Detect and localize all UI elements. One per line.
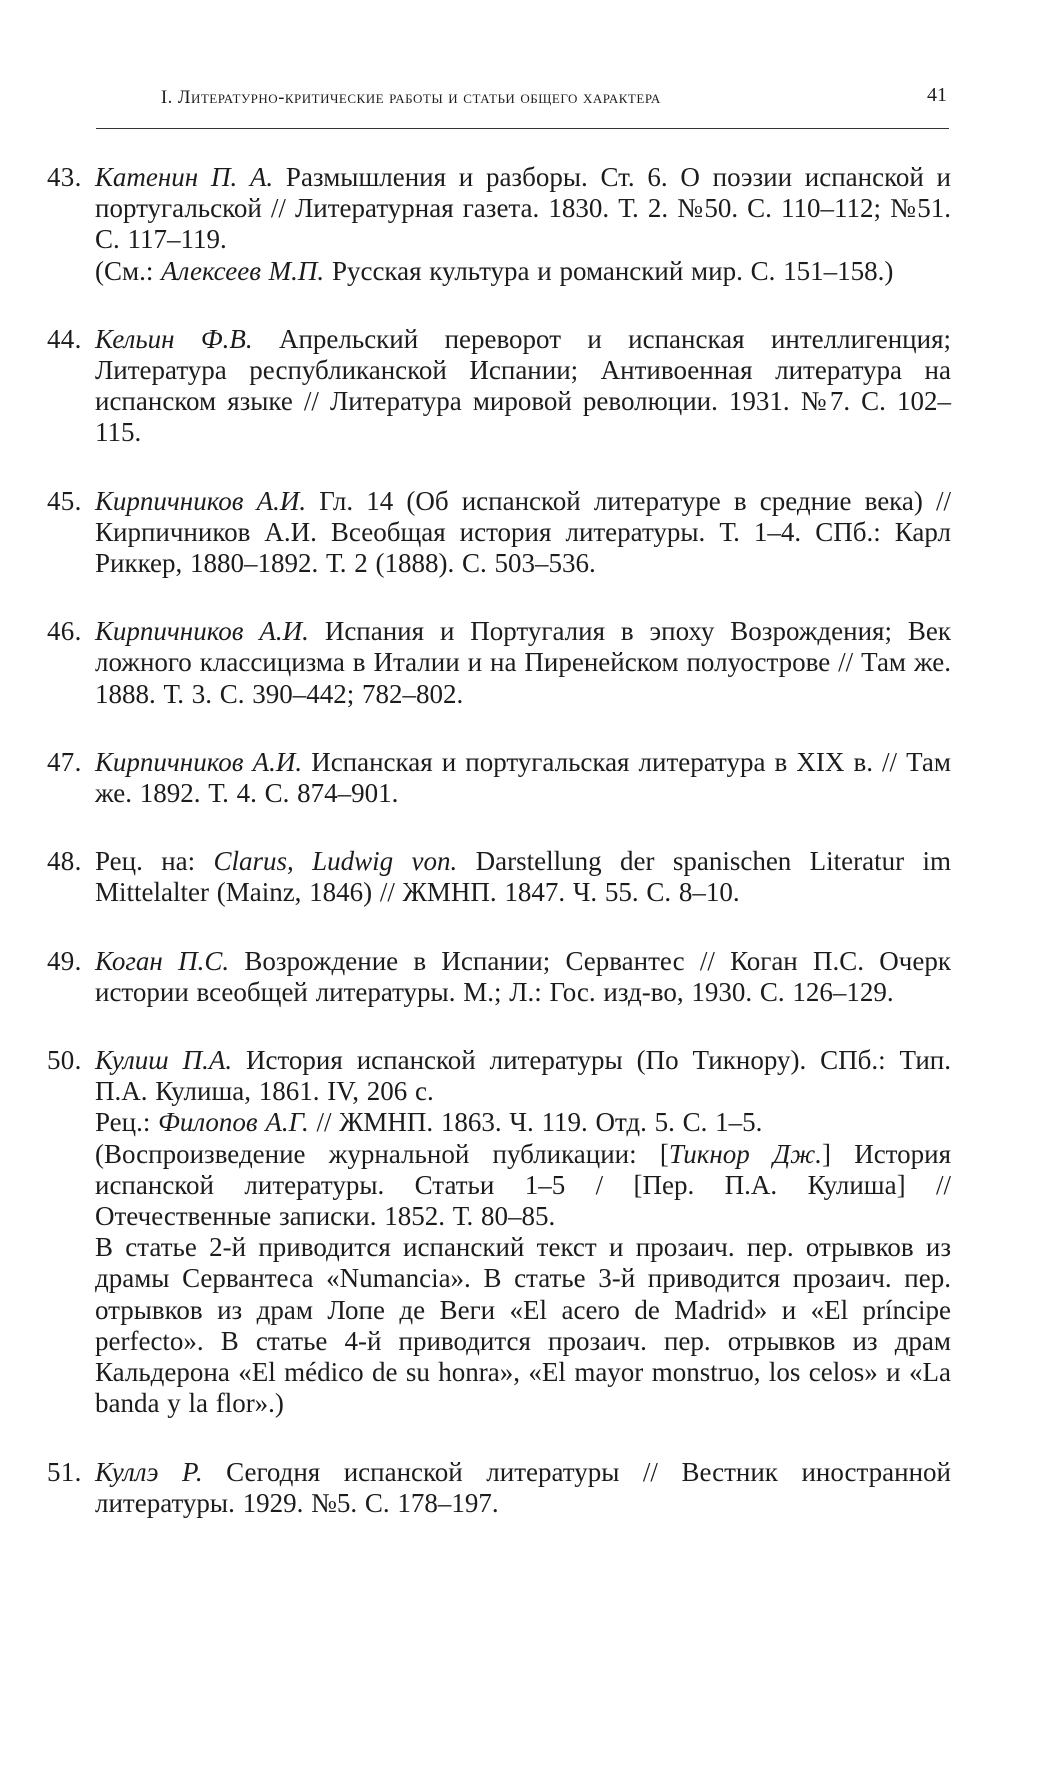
entry-paragraph [95,946,951,1008]
bibliography-entry [47,486,951,580]
entry-number: 45. [47,485,82,516]
entry-paragraph [95,1457,951,1519]
citation-text: Рец. на: [95,846,214,877]
entry-number: 51. [47,1456,82,1487]
entry-body [95,1045,951,1419]
bibliography-list [47,162,951,1556]
citation-text: Русская культура и романский мир. С. 151–158.) [324,255,894,286]
entry-number: 46. [47,616,82,647]
author-name: Филопов А.Г. [158,1107,309,1138]
citation-text: Испания и Португалия в эпоху Возрождения; Век ложного классицизма в Италии и на Пиренейском полуострове // Там же. 1888. Т. 3. С. 390–442; 782–802. [95,616,951,709]
citation-text: Апрельский переворот и испанская интеллигенция; Литература республиканской Испании; Антивоенная литература на испанском языке // Литература мировой революции. 1931. №7. С. 102–115. [95,323,951,448]
citation-text: В статье 2-й приводится испанский текст и прозаич. пер. отрывков из драмы Сервантеса «Numancia». В статье 3-й приводится прозаич. пер. отрывков из драм Лопе де Веги «El acero de Madrid» и «El príncipe perfecto». В статье 4-й приводится прозаич. пер. отрывков из драм Кальдерона «El médico de su honra», «El mayor monstruo, los celos» и «La banda y la flor».) [95,1232,951,1419]
author-name: Кирпичников А.И. [95,485,307,516]
author-name: Тикнор Дж. [668,1138,822,1169]
entry-number: 43. [47,162,82,192]
entry-number: 50. [47,1045,82,1076]
citation-text: // ЖМНП. 1863. Ч. 119. Отд. 5. С. 1–5. [308,1107,763,1138]
entry-number: 48. [47,846,82,877]
entry-body [95,946,951,1008]
author-name: Алексеев М.П. [161,255,325,286]
entry-body [95,1457,951,1519]
bibliography-entry [47,324,951,449]
citation-text: Рец.: [95,1107,159,1138]
entry-paragraph [95,846,951,908]
entry-number: 49. [47,945,82,976]
entry-paragraph [95,486,951,580]
entry-body [95,162,951,287]
bibliography-entry [47,162,951,287]
entry-paragraph [95,1107,951,1138]
citation-text: Darstellung der spanischen Literatur im Mittelalter (Mainz, 1846) // ЖМНП. 1847. Ч. 55. С. 8–10. [95,846,951,908]
entry-paragraph [95,747,951,809]
bibliography-entry [47,946,951,1008]
author-name: Кельин Ф.В. [95,323,253,354]
entry-paragraph [95,1139,951,1233]
citation-text: История испанской литературы (По Тикнору). СПб.: Тип. П.А. Кулиша, 1861. IV, 206 с. [95,1045,951,1107]
entry-paragraph [95,616,951,710]
author-name: Clarus, Ludwig von. [213,846,458,877]
entry-number: 44. [47,323,82,354]
entry-body [95,616,951,710]
bibliography-entry [47,616,951,710]
author-name: Кулиш П.А. [95,1045,233,1076]
citation-text: Размышления и разборы. Ст. 6. О поэзии испанской и португальской // Литературная газета. 1830. Т. 2. №50. С. 110–112; №51. С. 117–119. [95,162,951,255]
entry-body [95,486,951,580]
entry-paragraph [95,324,951,449]
author-name: Катенин П. А. [95,162,274,192]
entry-number: 47. [47,746,82,777]
citation-text: Возрождение в Испании; Сервантес // Коган П.С. Очерк истории всеобщей литературы. М.; Л.: Гос. изд-во, 1930. С. 126–129. [95,945,951,1007]
page-header [96,70,949,129]
bibliography-entry [47,747,951,809]
entry-paragraph [95,256,951,287]
page-number: 41 [927,84,947,106]
author-name: Кирпичников А.И. [95,616,309,647]
bibliography-entry [47,846,951,908]
author-name: Кирпичников А.И. [95,746,303,777]
entry-paragraph [95,162,951,256]
citation-text: (Воспроизведение журнальной публикации: [ [95,1138,669,1169]
entry-body [95,846,951,908]
running-title: I. Литературно-критические работы и статьи общего характера [161,88,661,108]
author-name: Куллэ Р. [95,1456,203,1487]
entry-body [95,324,951,449]
citation-text: Сегодня испанской литературы // Вестник иностранной литературы. 1929. №5. С. 178–197. [95,1456,951,1518]
author-name: Коган П.С. [95,945,230,976]
citation-text: ] История испанской литературы. Статьи 1–5 / [Пер. П.А. Кулиша] // Отечественные записки. 1852. Т. 80–85. [95,1138,951,1232]
entry-body [95,747,951,809]
citation-text: (См.: [95,255,162,286]
entry-paragraph [95,1045,951,1107]
citation-text: Испанская и португальская литература в XIX в. // Там же. 1892. Т. 4. С. 874–901. [95,746,951,809]
bibliography-entry [47,1045,951,1419]
bibliography-entry [47,1457,951,1519]
entry-paragraph [95,1232,951,1419]
citation-text: Гл. 14 (Об испанской литературе в средние века) // Кирпичников А.И. Всеобщая история литературы. Т. 1–4. СПб.: Карл Риккер, 1880–1892. Т. 2 (1888). С. 503–536. [95,485,951,579]
